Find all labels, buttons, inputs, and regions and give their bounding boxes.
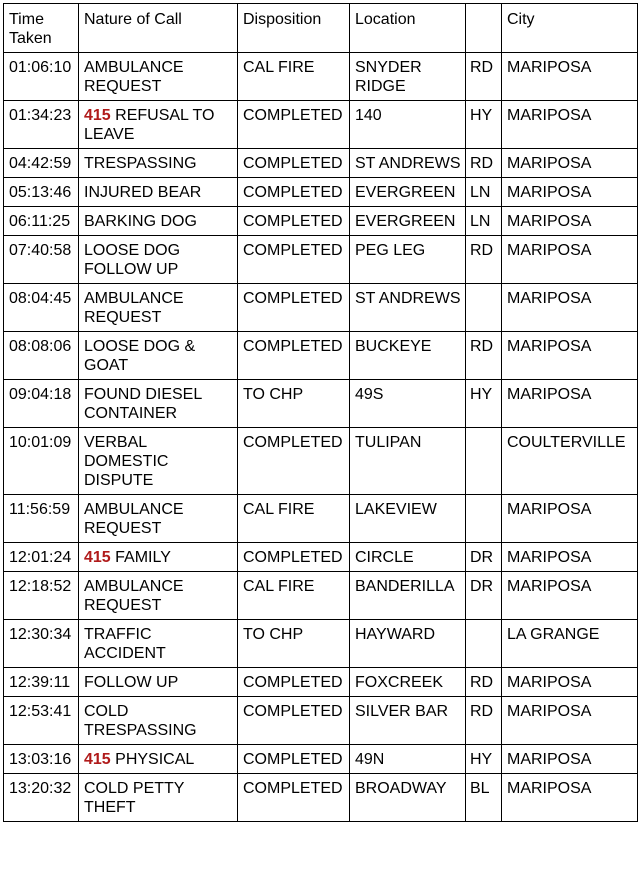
time-cell: 04:42:59 — [4, 149, 79, 178]
city-cell: MARIPOSA — [502, 745, 638, 774]
disposition-cell: COMPLETED — [238, 543, 350, 572]
table-row — [4, 332, 638, 380]
location-cell: EVERGREEN — [350, 178, 466, 207]
disposition-cell: TO CHP — [238, 380, 350, 428]
table-row — [4, 774, 638, 822]
time-cell: 07:40:58 — [4, 236, 79, 284]
location-cell: TULIPAN — [350, 428, 466, 495]
time-cell: 12:01:24 — [4, 543, 79, 572]
street-type-cell: BL — [466, 774, 502, 822]
time-cell: 01:34:23 — [4, 101, 79, 149]
city-cell: MARIPOSA — [502, 495, 638, 543]
street-type-cell: RD — [466, 236, 502, 284]
city-cell: COULTERVILLE — [502, 428, 638, 495]
location-cell: CIRCLE — [350, 543, 466, 572]
table-row — [4, 572, 638, 620]
location-cell: SILVER BAR — [350, 697, 466, 745]
location-cell: LAKEVIEW — [350, 495, 466, 543]
table-row — [4, 380, 638, 428]
table-row — [4, 697, 638, 745]
disposition-cell: COMPLETED — [238, 101, 350, 149]
nature-cell — [79, 697, 238, 745]
location-cell: 49N — [350, 745, 466, 774]
header-row — [4, 4, 638, 53]
call-log — [3, 3, 638, 822]
nature-text: TRAFFIC ACCIDENT — [84, 626, 166, 662]
nature-cell — [79, 620, 238, 668]
nature-cell — [79, 332, 238, 380]
city-cell: MARIPOSA — [502, 53, 638, 101]
disposition-cell: CAL FIRE — [238, 53, 350, 101]
table-body — [4, 53, 638, 822]
street-type-cell — [466, 620, 502, 668]
nature-cell — [79, 284, 238, 332]
street-type-cell: LN — [466, 207, 502, 236]
street-type-cell — [466, 428, 502, 495]
disposition-cell: COMPLETED — [238, 668, 350, 697]
nature-cell — [79, 428, 238, 495]
nature-text: VERBAL DOMESTIC DISPUTE — [84, 434, 169, 489]
location-cell: BANDERILLA — [350, 572, 466, 620]
table-row — [4, 178, 638, 207]
nature-text: LOOSE DOG FOLLOW UP — [84, 242, 181, 278]
location-cell: BROADWAY — [350, 774, 466, 822]
city-cell: MARIPOSA — [502, 380, 638, 428]
street-type-cell — [466, 284, 502, 332]
disposition-cell: COMPLETED — [238, 745, 350, 774]
street-type-cell: LN — [466, 178, 502, 207]
table-row — [4, 543, 638, 572]
location-cell: BUCKEYE — [350, 332, 466, 380]
nature-cell — [79, 774, 238, 822]
disposition-cell: CAL FIRE — [238, 495, 350, 543]
disposition-cell: COMPLETED — [238, 236, 350, 284]
nature-cell — [79, 53, 238, 101]
table-row — [4, 284, 638, 332]
column-header-time: Time Taken — [4, 4, 79, 53]
city-cell: MARIPOSA — [502, 668, 638, 697]
city-cell: LA GRANGE — [502, 620, 638, 668]
time-cell: 10:01:09 — [4, 428, 79, 495]
nature-text: AMBULANCE REQUEST — [84, 59, 184, 95]
location-cell: 49S — [350, 380, 466, 428]
nature-cell — [79, 149, 238, 178]
city-cell: MARIPOSA — [502, 332, 638, 380]
column-header-type — [466, 4, 502, 53]
city-cell: MARIPOSA — [502, 284, 638, 332]
time-cell: 12:30:34 — [4, 620, 79, 668]
time-cell: 13:03:16 — [4, 745, 79, 774]
disposition-cell: COMPLETED — [238, 332, 350, 380]
city-cell: MARIPOSA — [502, 236, 638, 284]
nature-text: LOOSE DOG & GOAT — [84, 338, 196, 374]
disposition-cell: TO CHP — [238, 620, 350, 668]
disposition-cell: COMPLETED — [238, 207, 350, 236]
nature-cell — [79, 572, 238, 620]
time-cell: 09:04:18 — [4, 380, 79, 428]
disposition-cell: COMPLETED — [238, 774, 350, 822]
nature-text: INJURED BEAR — [84, 184, 202, 201]
city-cell: MARIPOSA — [502, 149, 638, 178]
nature-cell — [79, 668, 238, 697]
city-cell: MARIPOSA — [502, 207, 638, 236]
nature-cell — [79, 543, 238, 572]
nature-cell — [79, 495, 238, 543]
nature-cell — [79, 745, 238, 774]
table-row — [4, 149, 638, 178]
time-cell: 01:06:10 — [4, 53, 79, 101]
location-cell: PEG LEG — [350, 236, 466, 284]
nature-text: PHYSICAL — [115, 751, 195, 768]
street-type-cell: DR — [466, 572, 502, 620]
table-row — [4, 53, 638, 101]
time-cell: 11:56:59 — [4, 495, 79, 543]
street-type-cell: RD — [466, 53, 502, 101]
disposition-cell: COMPLETED — [238, 149, 350, 178]
location-cell: ST ANDREWS — [350, 284, 466, 332]
nature-text: REFUSAL TO LEAVE — [84, 107, 215, 143]
nature-text: FOLLOW UP — [84, 674, 179, 691]
nature-cell — [79, 101, 238, 149]
street-type-cell: DR — [466, 543, 502, 572]
table-row — [4, 620, 638, 668]
street-type-cell: RD — [466, 668, 502, 697]
city-cell: MARIPOSA — [502, 101, 638, 149]
column-header-location: Location — [350, 4, 466, 53]
table-row — [4, 101, 638, 149]
location-cell: HAYWARD — [350, 620, 466, 668]
nature-text: FAMILY — [115, 549, 171, 566]
call-code: 415 — [84, 549, 111, 566]
disposition-cell: COMPLETED — [238, 697, 350, 745]
table-row — [4, 495, 638, 543]
nature-cell — [79, 178, 238, 207]
table-row — [4, 668, 638, 697]
disposition-cell: CAL FIRE — [238, 572, 350, 620]
column-header-disposition: Disposition — [238, 4, 350, 53]
street-type-cell: HY — [466, 745, 502, 774]
time-cell: 08:04:45 — [4, 284, 79, 332]
time-cell: 08:08:06 — [4, 332, 79, 380]
nature-text: AMBULANCE REQUEST — [84, 501, 184, 537]
street-type-cell: HY — [466, 101, 502, 149]
nature-text: AMBULANCE REQUEST — [84, 578, 184, 614]
disposition-cell: COMPLETED — [238, 178, 350, 207]
table-row — [4, 428, 638, 495]
location-cell: EVERGREEN — [350, 207, 466, 236]
time-cell: 06:11:25 — [4, 207, 79, 236]
call-code: 415 — [84, 107, 111, 124]
call-code: 415 — [84, 751, 111, 768]
nature-text: COLD TRESPASSING — [84, 703, 197, 739]
nature-text: COLD PETTY THEFT — [84, 780, 185, 816]
table-row — [4, 207, 638, 236]
street-type-cell: HY — [466, 380, 502, 428]
location-cell: SNYDER RIDGE — [350, 53, 466, 101]
street-type-cell: RD — [466, 332, 502, 380]
location-cell: 140 — [350, 101, 466, 149]
nature-cell — [79, 207, 238, 236]
city-cell: MARIPOSA — [502, 697, 638, 745]
nature-text: AMBULANCE REQUEST — [84, 290, 184, 326]
nature-text: TRESPASSING — [84, 155, 197, 172]
nature-text: FOUND DIESEL CONTAINER — [84, 386, 202, 422]
time-cell: 13:20:32 — [4, 774, 79, 822]
city-cell: MARIPOSA — [502, 774, 638, 822]
time-cell: 05:13:46 — [4, 178, 79, 207]
disposition-cell: COMPLETED — [238, 428, 350, 495]
table-row — [4, 745, 638, 774]
city-cell: MARIPOSA — [502, 178, 638, 207]
disposition-cell: COMPLETED — [238, 284, 350, 332]
location-cell: FOXCREEK — [350, 668, 466, 697]
column-header-city: City — [502, 4, 638, 53]
table-row — [4, 236, 638, 284]
nature-cell — [79, 236, 238, 284]
column-header-nature: Nature of Call — [79, 4, 238, 53]
street-type-cell: RD — [466, 149, 502, 178]
nature-text: BARKING DOG — [84, 213, 197, 230]
street-type-cell — [466, 495, 502, 543]
time-cell: 12:18:52 — [4, 572, 79, 620]
city-cell: MARIPOSA — [502, 543, 638, 572]
nature-cell — [79, 380, 238, 428]
call-log-table — [3, 3, 638, 822]
time-cell: 12:53:41 — [4, 697, 79, 745]
time-cell: 12:39:11 — [4, 668, 79, 697]
city-cell: MARIPOSA — [502, 572, 638, 620]
street-type-cell: RD — [466, 697, 502, 745]
location-cell: ST ANDREWS — [350, 149, 466, 178]
